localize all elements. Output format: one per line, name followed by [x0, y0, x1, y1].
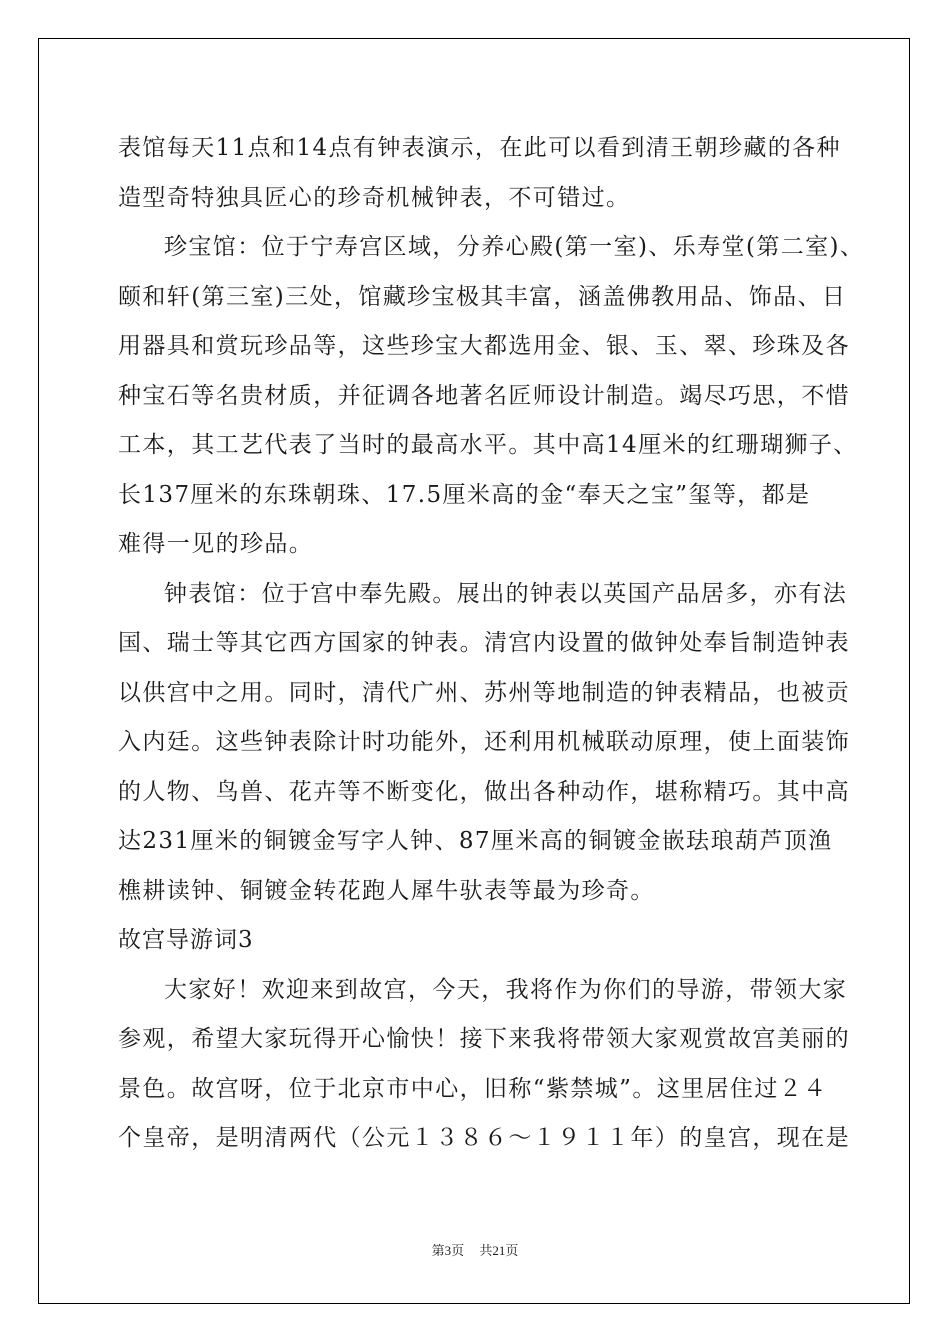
- text-line: 颐和轩(第三室)三处，馆藏珍宝极其丰富，涵盖佛教用品、饰品、日: [118, 283, 847, 310]
- text-line: 长137厘米的东珠朝珠、17.5厘米高的金“奉天之宝”玺等，都是: [118, 481, 811, 508]
- text-line: 个皇帝，是明清两代（公元１３８６～１９１１年）的皇宫，现在是: [118, 1125, 850, 1151]
- text-line: 景色。故宫呀，位于北京市中心，旧称“紫禁城”。这里居住过２４: [118, 1075, 828, 1102]
- text-line: 樵耕读钟、铜镀金转花跑人犀牛驮表等最为珍奇。: [118, 877, 655, 904]
- text-line: 的人物、鸟兽、花卉等不断变化，做出各种动作，堪称精巧。其中高: [118, 778, 850, 805]
- page-number: 第3页: [431, 1243, 465, 1258]
- text-line: 种宝石等名贵材质，并征调各地著名匠师设计制造。竭尽巧思，不惜: [118, 382, 850, 409]
- document-body: [118, 124, 865, 1164]
- page-footer: [0, 1240, 950, 1259]
- section-heading: [118, 916, 838, 966]
- heading-text: 故宫导游词3: [118, 927, 254, 953]
- text-line: 用器具和赏玩珍品等，这些珍宝大都选用金、银、玉、翠、珍珠及各: [118, 333, 850, 359]
- text-line: 参观，希望大家玩得开心愉快！接下来我将带领大家观赏故宫美丽的: [118, 1026, 850, 1052]
- text-line: 大家好！欢迎来到故宫，今天，我将作为你们的导游，带领大家: [164, 976, 848, 1003]
- paragraph-intro-tail: [118, 124, 841, 223]
- text-line: 国、瑞士等其它西方国家的钟表。清宫内设置的做钟处奉旨制造钟表: [118, 630, 850, 656]
- text-line: 造型奇特独具匠心的珍奇机械钟表，不可错过。: [118, 184, 631, 211]
- text-line: 入内廷。这些钟表除计时功能外，还利用机械联动原理，使上面装饰: [118, 729, 850, 755]
- paragraph-treasure-hall: [118, 223, 865, 570]
- text-line: 以供宫中之用。同时，清代广州、苏州等地制造的钟表精品，也被贡: [118, 679, 850, 706]
- text-line: 表馆每天11点和14点有钟表演示，在此可以看到清王朝珍藏的各种: [118, 135, 841, 161]
- paragraph-guide-intro: [118, 966, 850, 1164]
- page-total: 共21页: [479, 1243, 519, 1258]
- text-line: 达231厘米的铜镀金写字人钟、87厘米高的铜镀金嵌珐琅葫芦顶渔: [118, 828, 833, 854]
- text-line: 难得一见的珍品。: [118, 531, 314, 557]
- text-line: 工本，其工艺代表了当时的最高水平。其中高14厘米的红珊瑚狮子、: [118, 432, 858, 458]
- paragraph-clock-hall: [118, 570, 850, 917]
- text-line: 珍宝馆：位于宁寿宫区域，分养心殿(第一室)、乐寿堂(第二室)、: [164, 234, 865, 260]
- text-line: 钟表馆：位于宫中奉先殿。展出的钟表以英国产品居多，亦有法: [164, 580, 848, 607]
